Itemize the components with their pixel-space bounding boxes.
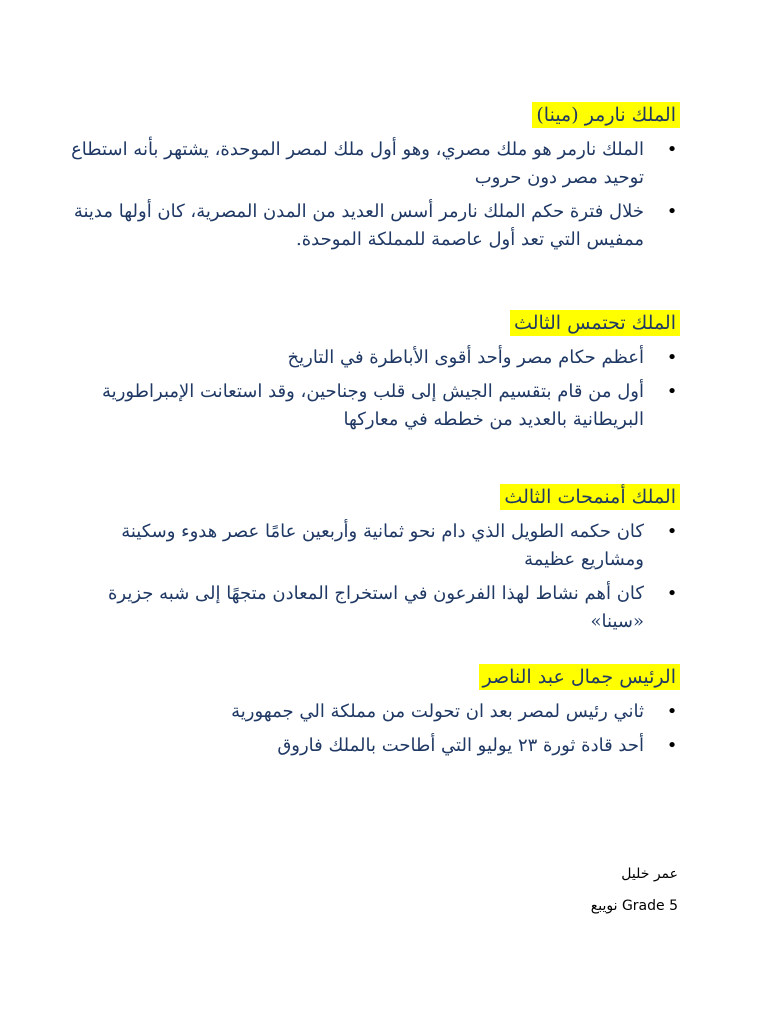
list-item-text: أعظم حكام مصر وأحد أقوى الأباطرة في التاريخ <box>287 347 644 368</box>
list-item <box>60 518 680 574</box>
section-heading: الملك نارمر (مينا) <box>532 102 680 128</box>
bullet-icon: • <box>666 201 678 222</box>
bullet-icon: • <box>666 701 678 722</box>
section-heading: الرئيس جمال عبد الناصر <box>479 664 681 690</box>
list-item-text: أحد قادة ثورة ٢٣ يوليو التي أطاحت بالملك فاروق <box>277 735 644 756</box>
list-item-text: كان أهم نشاط لهذا الفرعون في استخراج المعادن متجهًا إلى شبه جزيرة «سينا» <box>107 583 644 632</box>
bullet-list <box>60 344 680 434</box>
author-grade: Grade 5 نويبع <box>590 898 678 914</box>
list-item <box>60 698 680 726</box>
list-item <box>60 732 680 760</box>
author-name: عمر خليل <box>621 866 678 882</box>
bullet-list <box>60 518 680 636</box>
section-amenemhat <box>60 484 680 642</box>
section-thutmose <box>60 310 680 440</box>
list-item <box>60 580 680 636</box>
bullet-icon: • <box>666 521 678 542</box>
bullet-list <box>60 698 680 760</box>
section-narmer <box>60 102 680 260</box>
bullet-icon: • <box>666 139 678 160</box>
bullet-icon: • <box>666 381 678 402</box>
section-nasser <box>60 664 680 766</box>
list-item <box>60 198 680 254</box>
bullet-icon: • <box>666 583 678 604</box>
list-item <box>60 344 680 372</box>
list-item <box>60 136 680 192</box>
section-heading: الملك أمنمحات الثالث <box>500 484 680 510</box>
list-item-text: كان حكمه الطويل الذي دام نحو ثمانية وأربعين عامًا عصر هدوء وسكينة ومشاريع عظيمة <box>121 521 644 570</box>
bullet-list <box>60 136 680 254</box>
list-item-text: الملك نارمر هو ملك مصري، وهو أول ملك لمصر الموحدة، يشتهر بأنه استطاع توحيد مصر دون حروب <box>71 139 644 188</box>
list-item-text: أول من قام بتقسيم الجيش إلى قلب وجناحين، وقد استعانت الإمبراطورية البريطانية بالعديد من خططه في معاركها <box>102 381 644 430</box>
list-item <box>60 378 680 434</box>
bullet-icon: • <box>666 347 678 368</box>
section-heading: الملك تحتمس الثالث <box>510 310 680 336</box>
list-item-text: ثاني رئيس لمصر بعد ان تحولت من مملكة الي جمهورية <box>231 701 644 722</box>
list-item-text: خلال فترة حكم الملك نارمر أسس العديد من المدن المصرية، كان أولها مدينة ممفيس التي تعد أول عاصمة للمملكة الموحدة. <box>73 201 644 250</box>
bullet-icon: • <box>666 735 678 756</box>
